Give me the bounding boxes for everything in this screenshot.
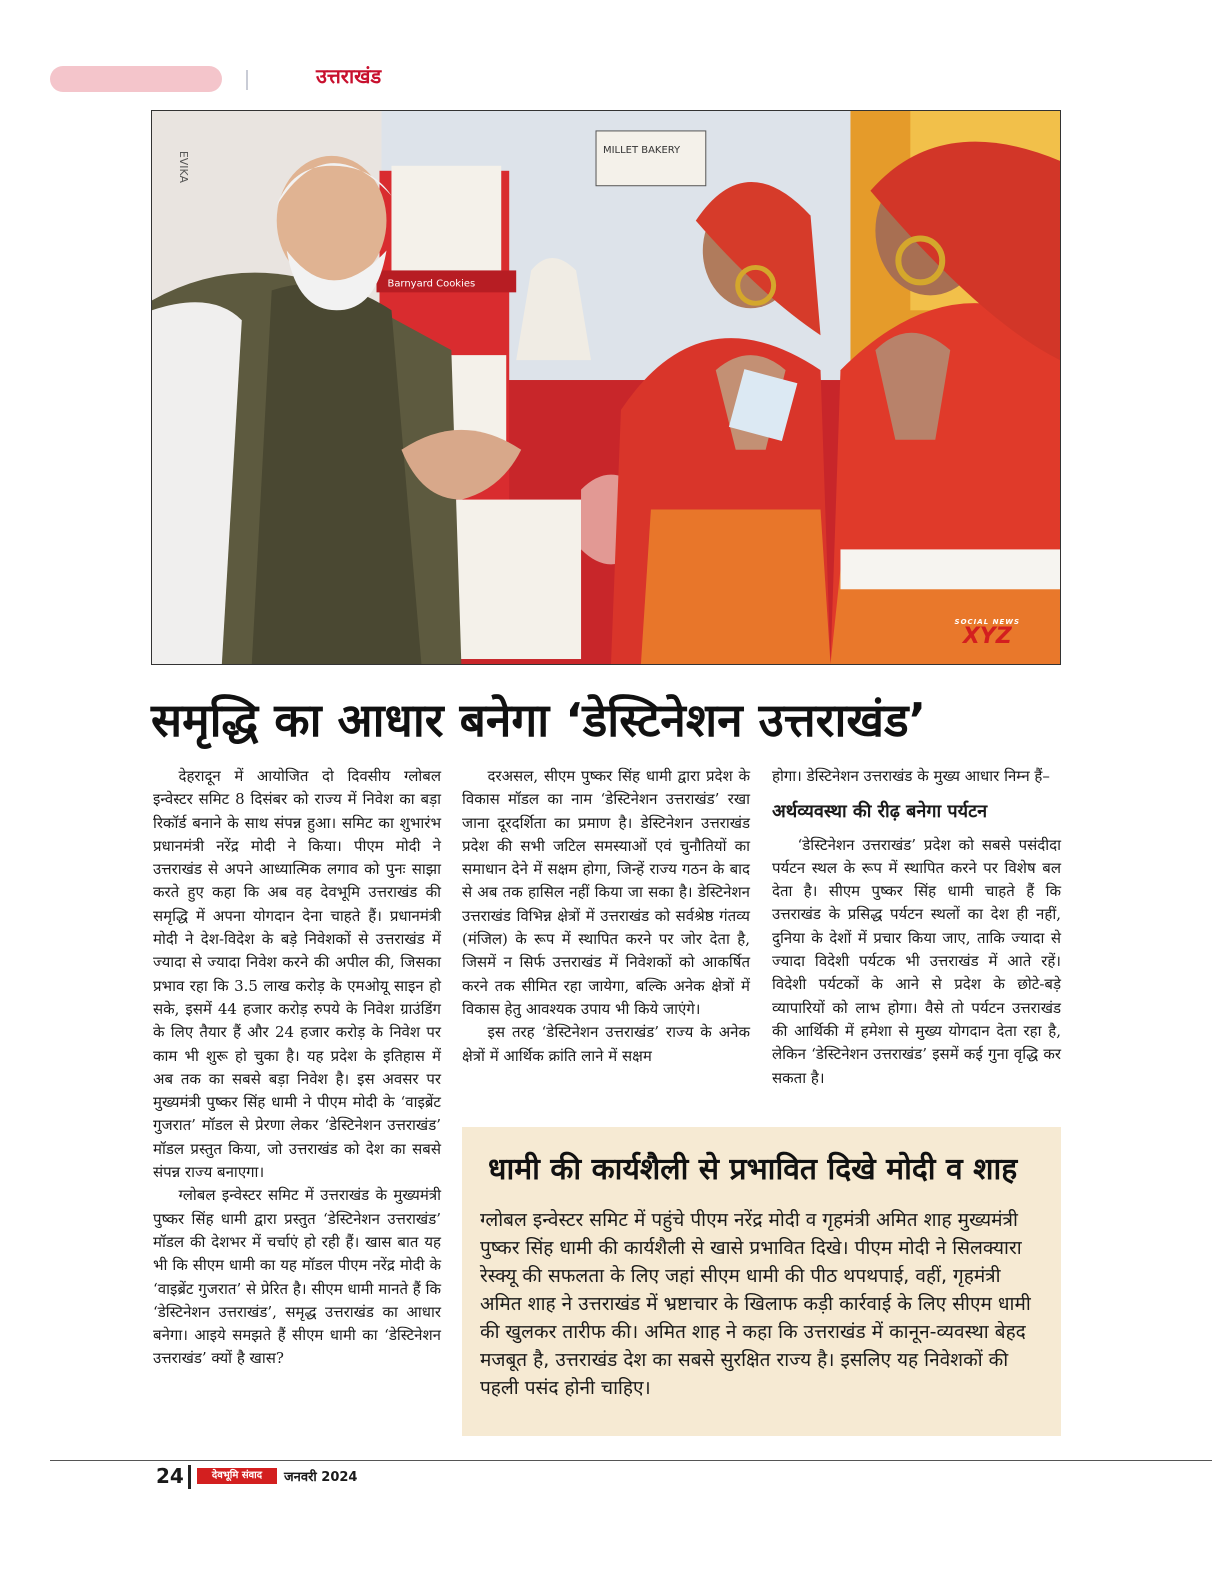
paragraph: दरअसल, सीएम पुष्कर सिंह धामी द्वारा प्रदेश के विकास मॉडल का नाम ‘डेस्टिनेशन उत्तराखंड’ रखा जाना दूरदर्शिता का प्रमाण है। डेस्टिनेशन उत्तराखंड प्रदेश की सभी जटिल समस्याओं एवं चुनौतियों का समाधान देने में सक्षम होगा, जिन्हें राज्य गठन के बाद से अब तक हासिल नहीं किया जा सका है। डेस्टिनेशन उत्तराखंड विभिन्न क्षेत्रों में उत्तराखंड को सर्वश्रेष्ठ गंतव्य (मंजिल) के रूप में स्थापित करने पर जोर देता है, जिसमें न सिर्फ उत्तराखंड में निवेशकों को आकर्षित करने तक सीमित रहा जायेगा, बल्कि अनेक क्षेत्रों में विकास हेतु आवश्यक उपाय भी किये जाएंगे। [462, 767, 750, 1018]
subheading: अर्थव्यवस्था की रीढ़ बनेगा पर्यटन [772, 801, 988, 823]
millet-bakery-label: MILLET BAKERY [603, 144, 681, 156]
barnyard-cookies-label: Barnyard Cookies [387, 278, 476, 290]
paragraph: होगा। डेस्टिनेशन उत्तराखंड के मुख्य आधार निम्न हैं– [772, 767, 1050, 785]
article-column-3 [772, 765, 1061, 1090]
box-body: ग्लोबल इन्वेस्टर समिट में पहुंचे पीएम नरेंद्र मोदी व गृहमंत्री अमित शाह मुख्यमंत्री पुष्कर सिंह धामी की कार्यशैली से खासे प्रभावित दिखे। पीएम मोदी ने सिलक्यारा रेस्क्यू की सफलता के लिए जहां सीएम धामी की पीठ थपथपाई, वहीं, गृहमंत्री अमित शाह ने उत्तराखंड में भ्रष्टाचार के खिलाफ कड़ी कार्रवाई के लिए सीएम धामी की खुलकर तारीफ की। अमित शाह ने कहा कि उत्तराखंड में कानून-व्यवस्था बेहद मजबूत है, उत्तराखंड देश का सबसे सुरक्षित राज्य है। इसलिए यह निवेशकों की पहली पसंद होनी चाहिए। [480, 1209, 1031, 1399]
magazine-logo: देवभूमि संवाद [197, 1468, 277, 1484]
photo-illustration [152, 111, 1060, 664]
main-photo [151, 110, 1061, 665]
evika-label: EVIKA [176, 150, 190, 183]
header-pill [50, 66, 222, 92]
box-title: धामी की कार्यशैली से प्रभावित दिखे मोदी व शाह [488, 1152, 1018, 1187]
page-number: 24 [156, 1464, 184, 1488]
article-column-1 [153, 765, 441, 1371]
highlight-box [462, 1127, 1061, 1436]
paragraph: ग्लोबल इन्वेस्टर समिट में उत्तराखंड के मुख्यमंत्री पुष्कर सिंह धामी द्वारा प्रस्तुत ‘डेस्टिनेशन उत्तराखंड’ मॉडल की देशभर में चर्चाएं हो रही हैं। खास बात यह भी कि सीएम धामी का यह मॉडल पीएम नरेंद्र मोदी के ‘वाइब्रेंट गुजरात’ से प्रेरित है। सीएम धामी मानते हैं कि ‘डेस्टिनेशन उत्तराखंड’, समृद्ध उत्तराखंड का आधार बनेगा। आइये समझते हैं सीएम धामी का ‘डेस्टिनेशन उत्तराखंड’ क्यों है खास? [153, 1186, 441, 1368]
article-column-2 [462, 765, 750, 1068]
section-label: उत्तराखंड [316, 64, 382, 88]
header-separator [246, 70, 248, 90]
issue-date: जनवरी 2024 [284, 1470, 358, 1485]
headline: समृद्धि का आधार बनेगा ‘डेस्टिनेशन उत्तराखंड’ [151, 693, 927, 747]
photo-credit [955, 619, 1020, 648]
photo-credit-main: XYZ [962, 624, 1012, 649]
footer-divider [50, 1460, 1212, 1461]
photo-credit-top: SOCIAL NEWS [954, 618, 1020, 626]
paragraph: इस तरह ‘डेस्टिनेशन उत्तराखंड’ राज्य के अनेक क्षेत्रों में आर्थिक क्रांति लाने में सक्षम [462, 1023, 750, 1065]
paragraph: ‘डेस्टिनेशन उत्तराखंड’ प्रदेश को सबसे पसंदीदा पर्यटन स्थल के रूप में स्थापित करने पर विशेष बल देता है। सीएम पुष्कर सिंह धामी चाहते हैं कि उत्तराखंड के प्रसिद्ध पर्यटन स्थलों का देश ही नहीं, दुनिया के देशों में प्रचार किया जाए, ताकि ज्यादा से ज्यादा विदेशी पर्यटक भी उत्तराखंड में आते रहें। विदेशी पर्यटकों के आने से प्रदेश के छोटे-बड़े व्यापारियों को लाभ होगा। वैसे तो पर्यटन उत्तराखंड की आर्थिकी में हमेशा से मुख्य योगदान देता रहा है, लेकिन ‘डेस्टिनेशन उत्तराखंड’ इसमें कई गुना वृद्धि कर सकता है। [772, 835, 1061, 1087]
paragraph: देहरादून में आयोजित दो दिवसीय ग्लोबल इन्वेस्टर समिट 8 दिसंबर को राज्य में निवेश का बड़ा रिकॉर्ड बनाने के साथ संपन्न हुआ। समिट का शुभारंभ प्रधानमंत्री नरेंद्र मोदी ने किया। पीएम मोदी ने उत्तराखंड से अपने आध्यात्मिक लगाव को पुनः साझा करते हुए कहा कि अब वह देवभूमि उत्तराखंड की समृद्धि में अपना योगदान देना चाहते हैं। प्रधानमंत्री मोदी ने देश-विदेश के बड़े निवेशकों से उत्तराखंड में ज्यादा से ज्यादा निवेश करने की अपील की, जिसका प्रभाव रहा कि 3.5 लाख करोड़ के एमओयू साइन हो सके, इसमें 44 हजार करोड़ रुपये के निवेश ग्राउंडिंग के लिए तैयार हैं और 24 हजार करोड़ के निवेश पर काम भी शुरू हो चुका है। यह प्रदेश के इतिहास में अब तक का सबसे बड़ा निवेश है। इस अवसर पर मुख्यमंत्री पुष्कर सिंह धामी ने पीएम मोदी के ‘वाइब्रेंट गुजरात’ मॉडल से प्रेरणा लेकर ‘डेस्टिनेशन उत्तराखंड’ मॉडल प्रस्तुत किया, जो उत्तराखंड को देश का सबसे संपन्न राज्य बनाएगा। [153, 767, 441, 1182]
footer-bar [188, 1465, 191, 1489]
